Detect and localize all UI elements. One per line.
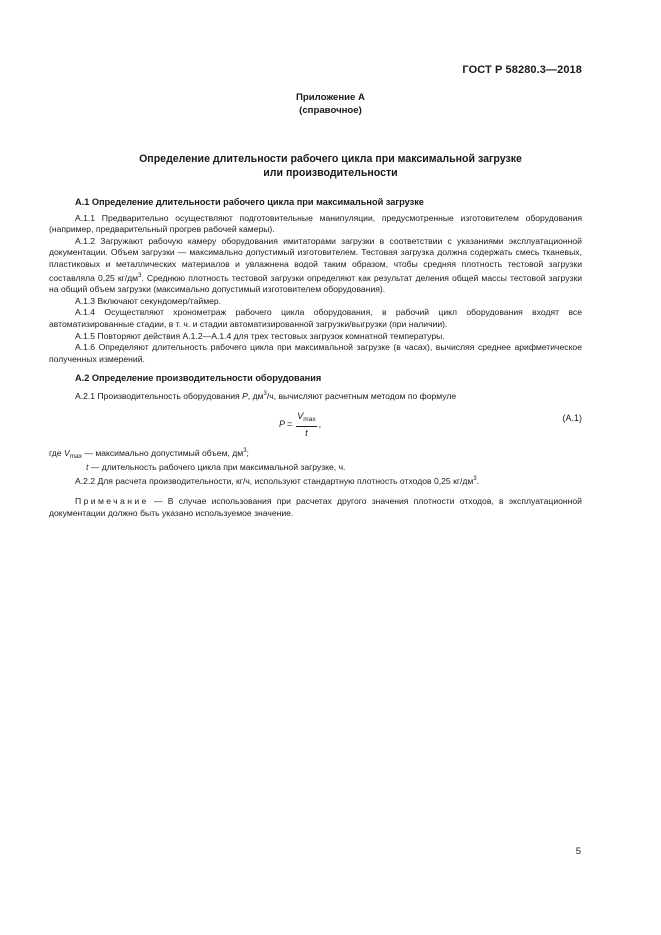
paragraph-a2-1-end: /ч, вычисляют расчетным методом по формуле [266, 390, 457, 401]
paragraph-a1-2-tail: . Среднюю плотность тестовой загрузки определяют как результат деления общей массы тестовой загрузки на общий объем загрузки (максимально допустимый изготовителем оборудования). [49, 272, 583, 295]
paragraph-a1-3: А.1.3 Включают секундомер/таймер. [75, 295, 222, 306]
section-a2-heading: А.2 Определение производительности оборудования [75, 373, 322, 384]
main-title-line-1: Определение длительности рабочего цикла при максимальной загрузке [139, 153, 522, 165]
formula-a1 [49, 410, 582, 440]
paragraph-a2-1 [49, 389, 582, 403]
standard-designation: ГОСТ Р 58280.3—2018 [462, 64, 582, 76]
paragraph-a2-2-exponent: 3 [473, 475, 477, 482]
paragraph-a1-2-exponent: 3 [138, 272, 142, 279]
formula-denominator: t [305, 428, 308, 439]
formula-numerator [296, 411, 316, 428]
section-a1-heading: А.1 Определение длительности рабочего цикла при максимальной загрузке [75, 197, 424, 207]
document-body [49, 197, 582, 519]
formula-numerator-var: V [297, 410, 304, 421]
paragraph-a1-6: А.1.6 Определяют длительность рабочего цикла при максимальной загрузке (в часах), вычисляя среднее арифметическое полученных измерений. [49, 342, 582, 364]
formula-number: (А.1) [562, 412, 582, 423]
paragraph-a2-1-exponent: 3 [263, 390, 267, 397]
where-variable-v: V [63, 447, 70, 458]
annex-heading [0, 92, 661, 117]
where-variable-sub: max [69, 452, 82, 460]
where-prefix: где [49, 447, 64, 458]
page-number: 5 [575, 846, 581, 857]
note-paragraph [49, 496, 582, 519]
variable-p: P [242, 390, 248, 401]
note-text: — В случае использования при расчетах другого значения плотности отходов, в эксплуатационной документации должно быть указано используемое значение. [49, 496, 582, 518]
where-line-2 [49, 462, 582, 474]
main-title [0, 153, 661, 180]
paragraph-a2-2 [49, 474, 582, 488]
paragraph-a1-4: А.1.4 Осуществляют хронометраж рабочего цикла оборудования, в рабочий цикл оборудования входят все автоматизированные стадии, в т. ч. и стадии автоматизированной загрузки/выгрузки (при наличии). [49, 307, 582, 329]
annex-status: (справочное) [299, 104, 362, 116]
paragraph-a1-2-text: А.1.2 Загружают рабочую камеру оборудования имитаторами загрузки в соответствии с указаниями эксплуатационной документации. Объем загрузки — максимально допустимый изготовителем. Тестовая загрузка должна содержать смесь тканевых, пластиковых и металлических материалов и увлажнена водой таким образом, чтобы средняя плотность тестовой загрузки составляла 0,25 кг/дм [49, 235, 582, 283]
where-text: — максимально допустимый объем, дм [81, 447, 244, 458]
formula-fraction [296, 411, 316, 440]
paragraph-a1-5: А.1.5 Повторяют действия А.1.2—А.1.4 для трех тестовых загрузок комнатной температуры. [75, 330, 445, 341]
where-line-1 [49, 446, 582, 463]
where-end: ; [246, 447, 249, 458]
paragraph-a2-2-end: . [476, 475, 480, 486]
formula-trail: , [318, 419, 322, 430]
formula-expression [279, 411, 321, 440]
where-2-text: — длительность рабочего цикла при максимальной загрузке, ч. [88, 462, 346, 473]
paragraph-a1-1: А.1.1 Предварительно осуществляют подготовительные манипуляции, предусмотренные изготовителем оборудования (например, предварительный прогрев рабочей камеры). [49, 212, 582, 235]
where-exponent: 3 [243, 447, 247, 454]
formula-equals: = [287, 419, 293, 430]
where-variable-t: t [86, 462, 89, 473]
paragraph-a1-2 [49, 236, 582, 296]
formula-lhs: P [279, 419, 286, 430]
main-title-line-2: или производительности [263, 166, 398, 179]
annex-title: Приложение А [296, 92, 365, 103]
paragraph-a2-2-start: А.2.2 Для расчета производительности, кг/ч, используют стандартную плотность отходов 0,25 кг/дм [75, 475, 474, 486]
note-label: Примечание [75, 496, 149, 507]
formula-numerator-sub: max [303, 415, 316, 423]
paragraph-a2-1-start: А.2.1 Производительность оборудования [75, 390, 243, 401]
paragraph-a2-1-unit: , дм [247, 390, 264, 401]
